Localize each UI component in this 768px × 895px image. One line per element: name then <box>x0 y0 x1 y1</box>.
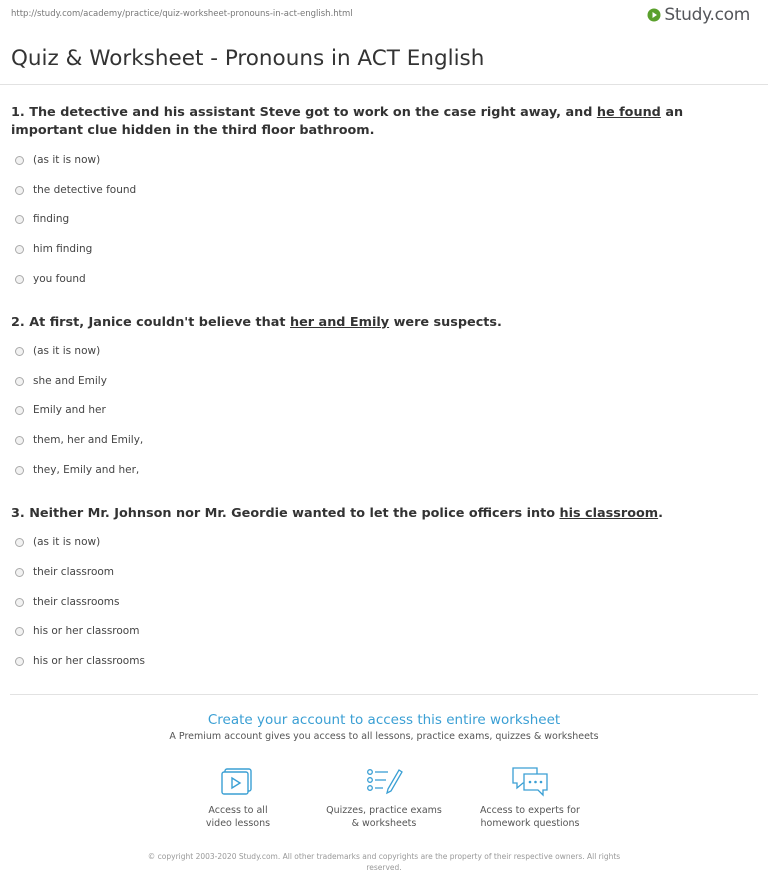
quiz-worksheet-icon <box>364 765 404 797</box>
feature-label-line2: video lessons <box>205 818 271 829</box>
copyright-footer <box>130 851 638 873</box>
footer-line1: © copyright 2003-2020 Study.com. All other trademarks and copyrights are the property of their respective owners. All rights <box>147 852 621 861</box>
video-lesson-icon <box>220 765 256 797</box>
feature-video-lessons <box>163 765 313 830</box>
q1-option-1[interactable]: (as it is now) <box>15 154 100 166</box>
q2-option-1[interactable]: (as it is now) <box>15 345 100 357</box>
q3-option-3[interactable]: their classrooms <box>15 596 120 608</box>
page-url: http://study.com/academy/practice/quiz-worksheet-pronouns-in-act-english.html <box>11 9 353 19</box>
radio-button[interactable] <box>15 156 24 165</box>
cta-divider <box>10 694 758 695</box>
radio-button[interactable] <box>15 598 24 607</box>
q2-option-5[interactable]: they, Emily and her, <box>15 464 139 476</box>
radio-button[interactable] <box>15 275 24 284</box>
radio-button[interactable] <box>15 377 24 386</box>
q3-option-4[interactable]: his or her classroom <box>15 625 139 637</box>
footer-line2: reserved. <box>366 863 402 872</box>
question-2: 2. At first, Janice couldn't believe that her and Emily were suspects. <box>11 315 502 330</box>
feature-label-line2: homework questions <box>480 818 580 829</box>
question-3-underlined: his classroom <box>559 506 659 521</box>
q3-option-2[interactable]: their classroom <box>15 566 114 578</box>
radio-button[interactable] <box>15 627 24 636</box>
radio-button[interactable] <box>15 186 24 195</box>
radio-button[interactable] <box>15 657 24 666</box>
question-1-underlined: he found <box>596 105 661 120</box>
feature-label-line2: & worksheets <box>351 818 417 829</box>
feature-label-line1: Access to all <box>208 805 268 816</box>
page-title: Quiz & Worksheet - Pronouns in ACT English <box>11 46 485 71</box>
radio-button[interactable] <box>15 538 24 547</box>
radio-button[interactable] <box>15 436 24 445</box>
q1-option-2[interactable]: the detective found <box>15 184 136 196</box>
q2-option-4[interactable]: them, her and Emily, <box>15 434 143 446</box>
study-logo[interactable] <box>647 5 750 25</box>
logo-text: Study.com <box>664 5 750 25</box>
q3-option-5[interactable]: his or her classrooms <box>15 655 145 667</box>
question-2-underlined: her and Emily <box>290 315 390 330</box>
cta-subtitle: A Premium account gives you access to all lessons, practice exams, quizzes & worksheets <box>169 731 599 742</box>
radio-button[interactable] <box>15 406 24 415</box>
study-logo-icon <box>647 8 661 22</box>
q1-option-4[interactable]: him finding <box>15 243 92 255</box>
q1-option-3[interactable]: finding <box>15 213 69 225</box>
question-1: 1. The detective and his assistant Steve got to work on the case right away, and he found an important clue hidden in the third floor bathroom. <box>11 105 684 138</box>
radio-button[interactable] <box>15 568 24 577</box>
feature-label-line1: Quizzes, practice exams <box>326 805 442 816</box>
title-divider <box>0 84 768 85</box>
question-3: 3. Neither Mr. Johnson nor Mr. Geordie wanted to let the police officers into his classroom. <box>11 506 663 521</box>
q3-option-1[interactable]: (as it is now) <box>15 536 100 548</box>
q1-option-5[interactable]: you found <box>15 273 86 285</box>
radio-button[interactable] <box>15 466 24 475</box>
q2-option-3[interactable]: Emily and her <box>15 404 106 416</box>
feature-quizzes <box>309 765 459 830</box>
radio-button[interactable] <box>15 245 24 254</box>
cta-title[interactable]: Create your account to access this entire worksheet <box>207 712 561 728</box>
feature-label-line1: Access to experts for <box>480 805 580 816</box>
radio-button[interactable] <box>15 215 24 224</box>
feature-experts <box>455 765 605 830</box>
radio-button[interactable] <box>15 347 24 356</box>
q2-option-2[interactable]: she and Emily <box>15 375 107 387</box>
expert-chat-icon <box>510 765 550 797</box>
